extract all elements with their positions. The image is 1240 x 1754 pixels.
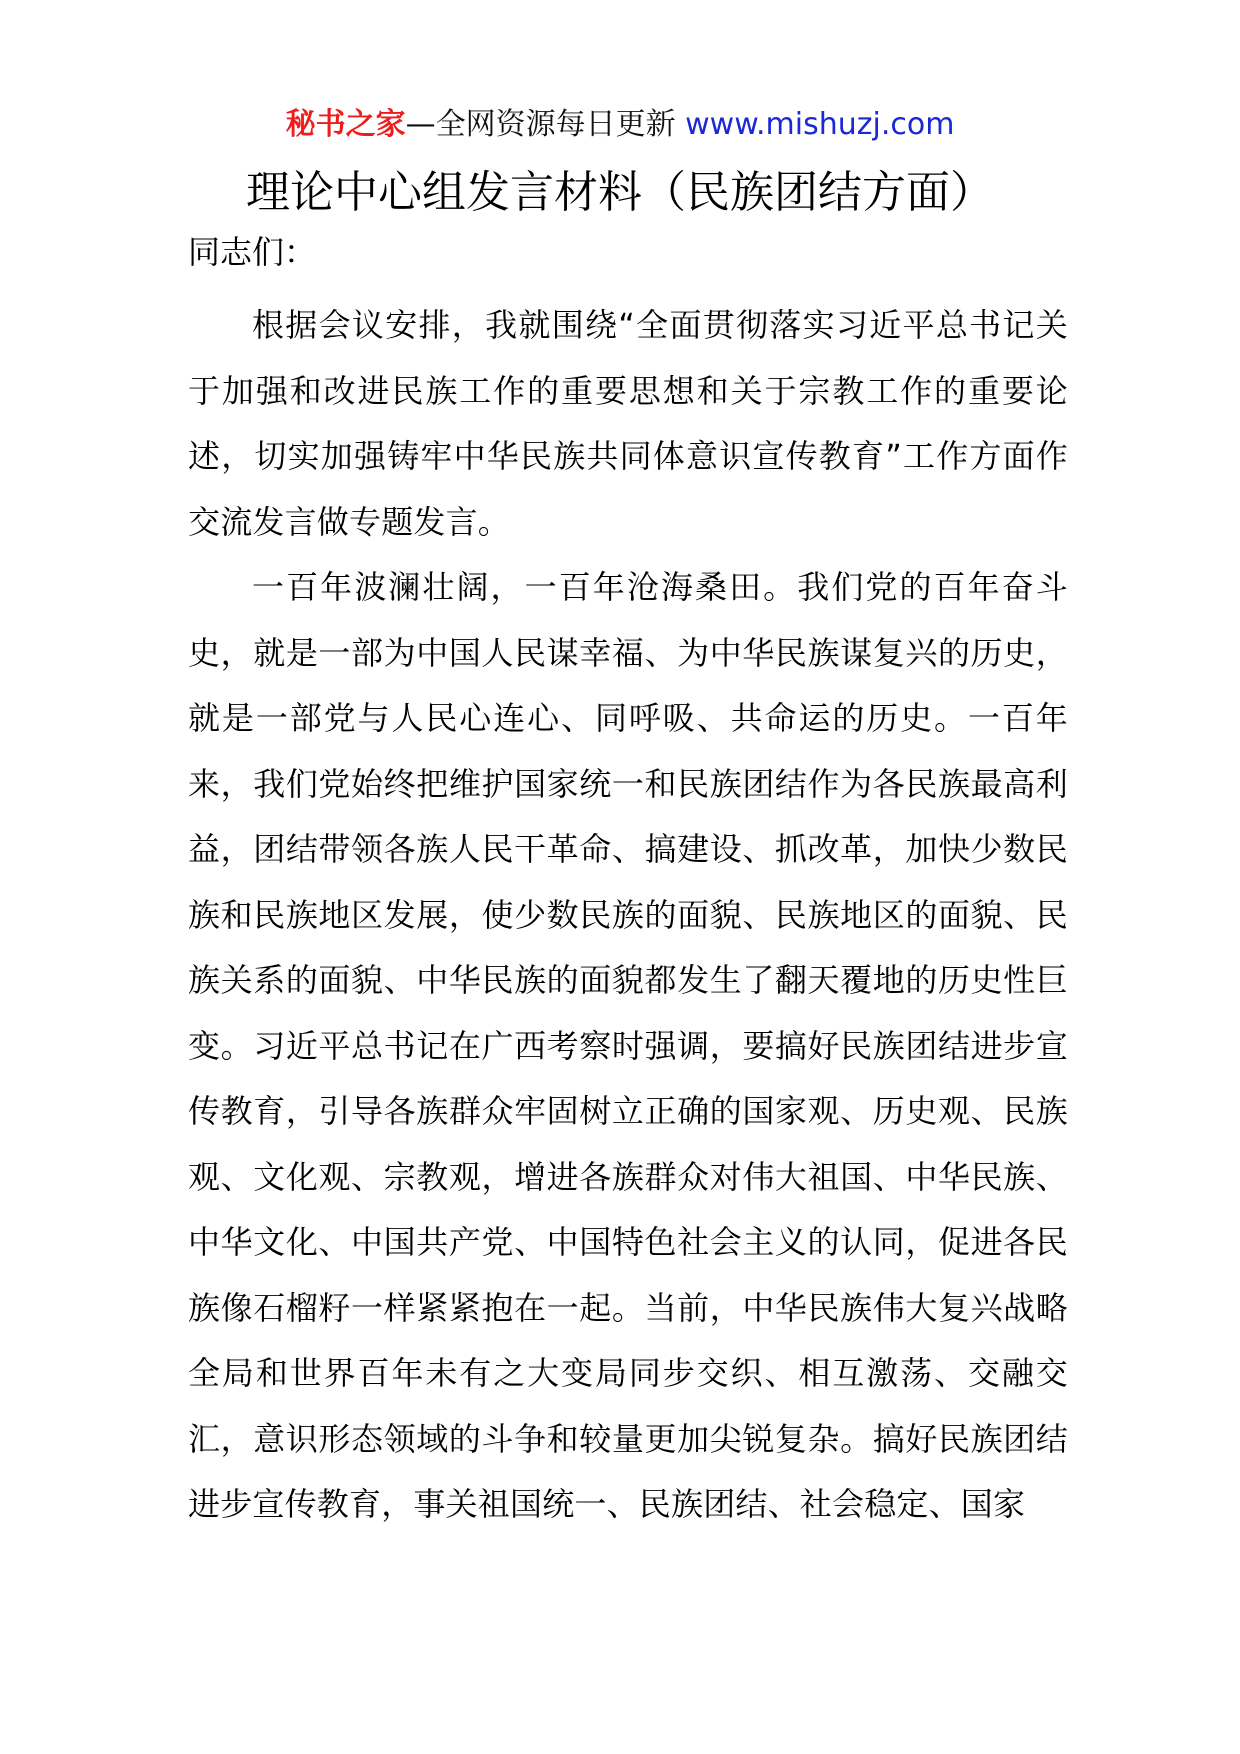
greeting: 同志们：: [188, 233, 317, 271]
document-body: [188, 293, 1068, 1538]
watermark-url[interactable]: www.mishuzj.com: [685, 107, 955, 142]
document-title: 理论中心组发言材料（民族团结方面）: [246, 167, 994, 218]
watermark-brand: 秘书之家: [285, 107, 406, 142]
site-watermark: [0, 103, 1240, 147]
paragraph-1: 根据会议安排，我就围绕“全面贯彻落实习近平总书记关于加强和改进民族工作的重要思想和关于宗教工作的重要论述，切实加强铸牢中华民族共同体意识宣传教育”工作方面作交流发言做专题发言。: [188, 306, 1068, 541]
paragraph-2: 一百年波澜壮阔，一百年沧海桑田。我们党的百年奋斗史，就是一部为中国人民谋幸福、为中华民族谋复兴的历史，就是一部党与人民心连心、同呼吸、共命运的历史。一百年来，我们党始终把维护国家统一和民族团结作为各民族最高利益，团结带领各族人民干革命、搞建设、抓改革，加快少数民族和民族地区发展，使少数民族的面貌、民族地区的面貌、民族关系的面貌、中华民族的面貌都发生了翻天覆地的历史性巨变。习近平总书记在广西考察时强调，要搞好民族团结进步宣传教育，引导各族群众牢固树立正确的国家观、历史观、民族观、文化观、宗教观，增进各族群众对伟大祖国、中华民族、中华文化、中国共产党、中国特色社会主义的认同，促进各民族像石榴籽一样紧紧抱在一起。当前，中华民族伟大复兴战略全局和世界百年未有之大变局同步交织、相互激荡、交融交汇，意识形态领域的斗争和较量更加尖锐复杂。搞好民族团结进步宣传教育，事关祖国统一、民族团结、社会稳定、国家: [188, 568, 1068, 1523]
watermark-tagline: —全网资源每日更新: [405, 107, 676, 142]
